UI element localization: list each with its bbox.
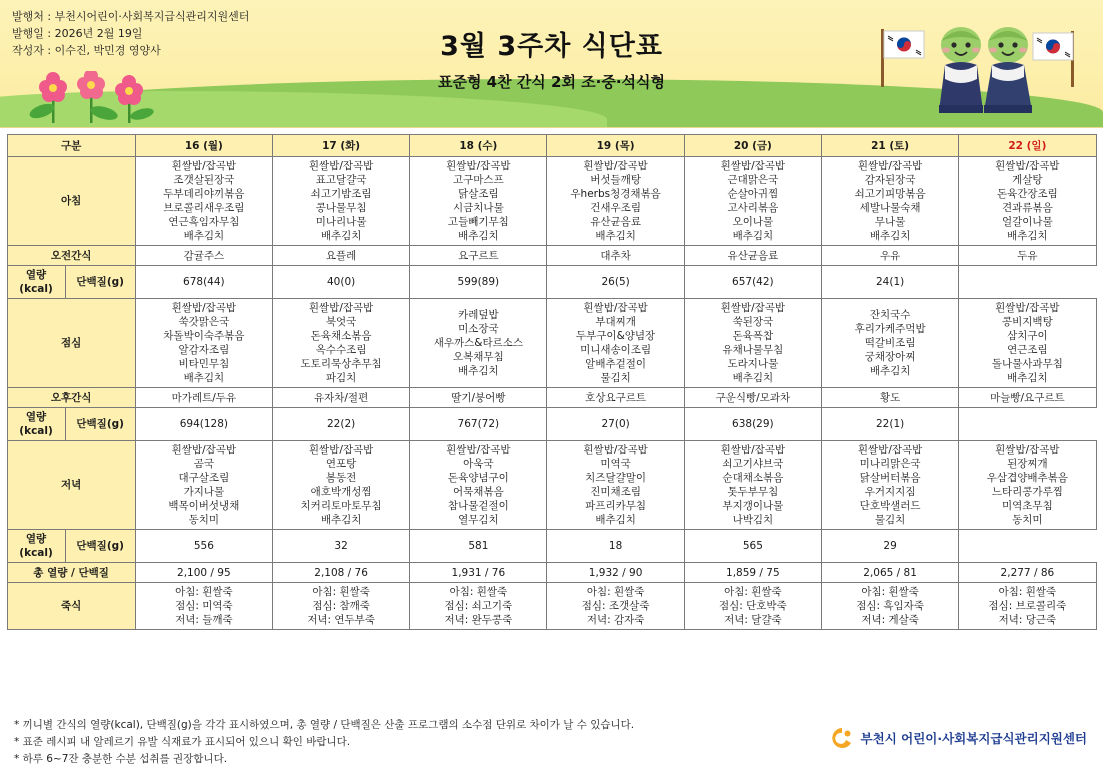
afternoon-snack-cell-mon: 마가레트/두유 [135, 388, 272, 408]
table-header-row [7, 135, 1096, 157]
publisher-line: 발행처 : 부천시어린이·사회복지급식관리지원센터 [12, 10, 250, 23]
menu-item: 오이나물 [732, 216, 774, 228]
menu-item: 비타민무침 [178, 358, 230, 370]
menu-item: 진미채조림 [590, 486, 641, 498]
menu-item: 흰쌀밥/잡곡밥 [583, 302, 648, 314]
menu-item: 콩비지백탕 [1002, 316, 1053, 328]
lunch-cell-sun [959, 299, 1096, 388]
total-cell-wed: 1,931 / 76 [410, 563, 547, 583]
menu-item: 돈육양념구이 [447, 472, 509, 484]
afternoon-snack-cell-wed: 딸기/붕어빵 [410, 388, 547, 408]
menu-item: 우herbs청경채볶음 [570, 188, 661, 200]
juk-cell-tue [272, 583, 409, 630]
menu-item: 저녁: 게살죽 [861, 614, 919, 626]
menu-item: 버섯들깨탕 [590, 174, 641, 186]
total-cell-mon: 2,100 / 95 [135, 563, 272, 583]
afternoon-snack-cell-fri: 구운식빵/모과차 [684, 388, 821, 408]
menu-item: 우거지지짐 [864, 486, 916, 498]
menu-item: 고들빼기무침 [447, 216, 509, 228]
column-header-4: 19 (목) [547, 135, 684, 157]
column-header-3: 18 (수) [410, 135, 547, 157]
menu-item: 애호박개성찜 [310, 486, 372, 498]
menu-item: 아침: 흰쌀죽 [175, 586, 233, 598]
menu-item: 점심: 흑임자죽 [856, 600, 924, 612]
menu-item: 아침: 흰쌀죽 [998, 586, 1057, 598]
menu-item: 세발나물숙채 [859, 202, 921, 214]
lunch-row [7, 299, 1096, 388]
breakfast-kcal-row [7, 266, 1096, 299]
menu-item: 아침: 흰쌀죽 [586, 586, 645, 598]
page-title: 3월 3주차 식단표 [440, 31, 663, 62]
menu-item: 아침: 흰쌀죽 [861, 586, 919, 598]
dinner-cell-mon [135, 441, 272, 530]
menu-item: 고구마스프 [453, 174, 504, 186]
menu-item: 흰쌀밥/잡곡밥 [995, 302, 1060, 314]
menu-item: 점심: 쇠고기죽 [444, 600, 513, 612]
total-cell-tue: 2,108 / 76 [272, 563, 409, 583]
menu-item: 흰쌀밥/잡곡밥 [308, 444, 374, 456]
total-cell-fri: 1,859 / 75 [684, 563, 821, 583]
menu-item: 흰쌀밥/잡곡밥 [720, 160, 786, 172]
footer-note-1: * 끼니별 간식의 열량(kcal), 단백질(g)을 각각 표시하였으며, 총 열량 / 단백질은 산출 프로그램의 소수점 단위로 차이가 날 수 있습니다. [14, 719, 635, 731]
dinner-cell-thu [547, 441, 684, 530]
dinner-cell-tue [272, 441, 409, 530]
total-cell-sat: 2,065 / 81 [821, 563, 958, 583]
lunch-cell-thu [547, 299, 684, 388]
menu-item: 흰쌀밥/잡곡밥 [720, 444, 786, 456]
breakfast-kcal-wed: 657(42) [684, 266, 821, 299]
menu-item: 무나물 [874, 216, 906, 228]
breakfast-cell-fri [684, 157, 821, 246]
menu-item: 근대맑은국 [727, 174, 779, 186]
menu-item: 열무김치 [458, 514, 499, 526]
menu-item: 배추김치 [595, 514, 636, 526]
menu-item: 배추김치 [869, 230, 911, 242]
column-header-2: 17 (화) [272, 135, 409, 157]
menu-item: 흰쌀밥/잡곡밥 [446, 160, 511, 172]
menu-item: 흰쌀밥/잡곡밥 [171, 160, 237, 172]
menu-item: 연포탕 [325, 458, 357, 470]
row-label-morning-snack: 오전간식 [7, 246, 135, 266]
menu-item: 저녁: 들깨죽 [175, 614, 233, 626]
juk-cell-mon [135, 583, 272, 630]
footer-brand [830, 726, 1087, 750]
dinner-kcal-wed: 565 [684, 530, 821, 563]
menu-item: 쑥된장국 [732, 316, 774, 328]
menu-item: 느타리콩가루찜 [991, 486, 1063, 498]
juk-cell-sun [959, 583, 1096, 630]
row-label-breakfast: 아침 [7, 157, 135, 246]
menu-item: 표고달걀국 [315, 174, 367, 186]
row-label-protein-breakfast: 단백질(g) [65, 266, 135, 299]
menu-item: 유채나물무침 [722, 344, 784, 356]
lunch-protein-wed: 22(1) [821, 408, 958, 441]
menu-item: 저녁: 달걀죽 [724, 614, 782, 626]
menu-item: 배추김치 [458, 230, 499, 242]
menu-item: 아침: 흰쌀죽 [724, 586, 782, 598]
row-label-kcal-lunch: 열량(kcal) [7, 408, 65, 441]
menu-item: 배추김치 [732, 230, 774, 242]
footer-note-3: * 하루 6~7잔 충분한 수분 섭취를 권장합니다. [14, 753, 228, 765]
menu-item: 떡갈비조림 [864, 337, 916, 349]
menu-item: 도토리묵상추무침 [300, 358, 382, 370]
dinner-kcal-tue: 581 [410, 530, 547, 563]
menu-item: 점심: 브로콜리죽 [988, 600, 1067, 612]
menu-item: 톳두부무침 [727, 486, 779, 498]
menu-item: 파프리카무침 [585, 500, 647, 512]
menu-item: 가지나물 [183, 486, 225, 498]
lunch-protein-mon: 22(2) [272, 408, 409, 441]
menu-item: 부지갱이나물 [722, 500, 784, 512]
breakfast-protein-tue: 26(5) [547, 266, 684, 299]
menu-item: 점심: 미역죽 [175, 600, 233, 612]
menu-item: 게살탕 [1012, 174, 1043, 186]
total-row [7, 563, 1096, 583]
lunch-kcal-row [7, 408, 1096, 441]
column-header-6: 21 (토) [821, 135, 958, 157]
menu-item: 카레덮밥 [458, 309, 499, 321]
juk-cell-thu [547, 583, 684, 630]
menu-item: 배추김치 [458, 365, 499, 377]
dinner-protein-mon: 32 [272, 530, 409, 563]
menu-item: 점심: 조갯살죽 [581, 600, 650, 612]
menu-item: 우삼겹양배추볶음 [986, 472, 1068, 484]
dinner-kcal-mon: 556 [135, 530, 272, 563]
menu-item: 북엇국 [325, 316, 357, 328]
lunch-cell-wed [410, 299, 547, 388]
footer-brand-text: 부천시 어린이·사회복지급식관리지원센터 [860, 731, 1087, 746]
menu-item: 배추김치 [320, 230, 362, 242]
menu-item: 콩나물무침 [315, 202, 367, 214]
breakfast-protein-mon: 40(0) [272, 266, 409, 299]
menu-item: 흰쌀밥/잡곡밥 [857, 444, 923, 456]
lunch-kcal-mon: 694(128) [135, 408, 272, 441]
column-header-1: 16 (월) [135, 135, 272, 157]
lunch-cell-fri [684, 299, 821, 388]
menu-item: 배추김치 [595, 230, 636, 242]
menu-item: 쑥갓맑은국 [178, 316, 230, 328]
menu-item: 치즈달걀말이 [585, 472, 647, 484]
breakfast-cell-thu [547, 157, 684, 246]
menu-item: 아침: 흰쌀죽 [312, 586, 370, 598]
afternoon-snack-row [7, 388, 1096, 408]
morning-snack-cell-mon: 감귤주스 [135, 246, 272, 266]
menu-item: 흰쌀밥/잡곡밥 [171, 302, 237, 314]
menu-item: 저녁: 당근죽 [998, 614, 1057, 626]
breakfast-cell-sun [959, 157, 1096, 246]
menu-item: 흰쌀밥/잡곡밥 [857, 160, 923, 172]
footer-note-2: * 표준 레시피 내 알레르기 유발 식재료가 표시되어 있으니 확인 바랍니다. [14, 736, 351, 748]
menu-item: 점심: 참깨죽 [312, 600, 370, 612]
column-header-0: 구분 [7, 135, 135, 157]
menu-item: 물김치 [874, 514, 906, 526]
menu-item: 오복채무침 [453, 351, 504, 363]
menu-item: 돈육폭찹 [732, 330, 774, 342]
menu-item: 배추김치 [732, 372, 774, 384]
menu-item: 미소장국 [458, 323, 499, 335]
breakfast-cell-mon [135, 157, 272, 246]
afternoon-snack-cell-tue: 유자차/절편 [272, 388, 409, 408]
afternoon-snack-cell-sun: 마늘빵/요구르트 [959, 388, 1096, 408]
menu-item: 배추김치 [1007, 372, 1048, 384]
menu-item: 알배추겉절이 [585, 358, 647, 370]
page-subtitle: 표준형 4찬 간식 2회 조·중·석식형 [437, 73, 666, 91]
column-header-5: 20 (금) [684, 135, 821, 157]
menu-item: 돌나물사과무침 [991, 358, 1063, 370]
row-label-protein-dinner: 단백질(g) [65, 530, 135, 563]
menu-item: 브로콜리새우조림 [163, 202, 245, 214]
menu-item: 백목이버섯냉채 [168, 500, 240, 512]
menu-item: 부대찌개 [595, 316, 636, 328]
dinner-protein-tue: 18 [547, 530, 684, 563]
menu-item: 두부데리야끼볶음 [163, 188, 245, 200]
menu-item: 쇠고기샤브국 [722, 458, 784, 470]
menu-item: 된장찌개 [1007, 458, 1048, 470]
morning-snack-cell-thu: 대추차 [547, 246, 684, 266]
morning-snack-row [7, 246, 1096, 266]
menu-item: 시금치나물 [453, 202, 504, 214]
menu-table [7, 134, 1097, 630]
footer [0, 711, 1103, 776]
center-logo-icon [830, 726, 854, 750]
breakfast-kcal-mon: 678(44) [135, 266, 272, 299]
menu-item: 쇠고기밤조림 [310, 188, 372, 200]
menu-item: 새우까스&타르소스 [433, 337, 524, 349]
menu-item: 흰쌀밥/잡곡밥 [720, 302, 786, 314]
dinner-cell-wed [410, 441, 547, 530]
row-label-juk: 죽식 [7, 583, 135, 630]
menu-item: 견과류볶음 [1002, 202, 1053, 214]
column-header-7: 22 (일) [959, 135, 1096, 157]
menu-item: 배추김치 [869, 365, 911, 377]
lunch-kcal-tue: 767(72) [410, 408, 547, 441]
dinner-cell-sun [959, 441, 1096, 530]
menu-item: 흰쌀밥/잡곡밥 [583, 444, 648, 456]
juk-cell-wed [410, 583, 547, 630]
menu-item: 저녁: 연두부죽 [307, 614, 375, 626]
menu-item: 잔치국수 [869, 309, 911, 321]
lunch-cell-tue [272, 299, 409, 388]
morning-snack-cell-fri: 유산균음료 [684, 246, 821, 266]
dinner-protein-wed: 29 [821, 530, 958, 563]
lunch-cell-mon [135, 299, 272, 388]
juk-row [7, 583, 1096, 630]
morning-snack-cell-wed: 요구르트 [410, 246, 547, 266]
author-line: 작성자 : 이수진, 박민경 영양사 [12, 44, 161, 57]
menu-item: 연근흑임자무침 [168, 216, 240, 228]
row-label-kcal-dinner: 열량(kcal) [7, 530, 65, 563]
publish-date-line: 발행일 : 2026년 2월 19일 [12, 27, 143, 40]
menu-item: 어묵채볶음 [453, 486, 504, 498]
morning-snack-cell-sat: 우유 [821, 246, 958, 266]
menu-item: 순대채소볶음 [722, 472, 784, 484]
menu-item: 참나물겉절이 [447, 500, 509, 512]
menu-item: 곰국 [193, 458, 214, 470]
breakfast-row [7, 157, 1096, 246]
afternoon-snack-cell-thu: 호상요구르트 [547, 388, 684, 408]
menu-item: 궁채장아찌 [864, 351, 916, 363]
publication-info [12, 8, 249, 59]
row-label-afternoon-snack: 오후간식 [7, 388, 135, 408]
menu-item: 배추김치 [183, 230, 225, 242]
menu-item: 미나리나물 [315, 216, 367, 228]
menu-item: 나박김치 [732, 514, 774, 526]
menu-item: 아침: 흰쌀죽 [449, 586, 508, 598]
row-label-kcal-breakfast: 열량(kcal) [7, 266, 65, 299]
menu-item: 대구살조림 [178, 472, 230, 484]
morning-snack-cell-tue: 요플레 [272, 246, 409, 266]
menu-item: 흰쌀밥/잡곡밥 [995, 444, 1060, 456]
menu-item: 조갯살된장국 [173, 174, 235, 186]
breakfast-kcal-tue: 599(89) [410, 266, 547, 299]
row-label-protein-lunch: 단백질(g) [65, 408, 135, 441]
menu-item: 저녁: 감자죽 [586, 614, 645, 626]
menu-item: 물김치 [600, 372, 631, 384]
menu-item: 치커리토마토무침 [300, 500, 382, 512]
row-label-dinner: 저녁 [7, 441, 135, 530]
menu-item: 아욱국 [463, 458, 494, 470]
menu-item: 흰쌀밥/잡곡밥 [995, 160, 1060, 172]
dinner-kcal-row [7, 530, 1096, 563]
lunch-cell-sat [821, 299, 958, 388]
menu-item: 미역초무침 [1002, 500, 1053, 512]
menu-item: 쇠고기피망볶음 [854, 188, 926, 200]
lunch-kcal-wed: 638(29) [684, 408, 821, 441]
menu-item: 유산균음료 [590, 216, 641, 228]
menu-item: 흰쌀밥/잡곡밥 [308, 302, 374, 314]
menu-item: 동치미 [1012, 514, 1043, 526]
dinner-row [7, 441, 1096, 530]
juk-cell-sat [821, 583, 958, 630]
menu-item: 차돌박이숙주볶음 [163, 330, 245, 342]
menu-item: 닭살조림 [458, 188, 499, 200]
menu-item: 봄동전 [325, 472, 357, 484]
menu-item: 옥수수조림 [315, 344, 367, 356]
breakfast-cell-sat [821, 157, 958, 246]
breakfast-cell-wed [410, 157, 547, 246]
total-cell-thu: 1,932 / 90 [547, 563, 684, 583]
menu-item: 배추김치 [1007, 230, 1048, 242]
dinner-cell-fri [684, 441, 821, 530]
menu-item: 도라지나물 [727, 358, 779, 370]
menu-item: 연근조림 [1007, 344, 1048, 356]
morning-snack-cell-sun: 두유 [959, 246, 1096, 266]
menu-item: 동치미 [188, 514, 220, 526]
menu-item: 건새우조림 [590, 202, 641, 214]
menu-item: 점심: 단호박죽 [718, 600, 787, 612]
menu-item: 흰쌀밥/잡곡밥 [171, 444, 237, 456]
menu-item: 감자된장국 [864, 174, 916, 186]
header-banner [0, 0, 1103, 128]
menu-item: 닭살버터볶음 [859, 472, 921, 484]
dinner-cell-sat [821, 441, 958, 530]
menu-item: 순살아귀찜 [727, 188, 779, 200]
total-cell-sun: 2,277 / 86 [959, 563, 1096, 583]
breakfast-protein-wed: 24(1) [821, 266, 958, 299]
juk-cell-fri [684, 583, 821, 630]
row-label-lunch: 점심 [7, 299, 135, 388]
lunch-protein-tue: 27(0) [547, 408, 684, 441]
menu-item: 흰쌀밥/잡곡밥 [308, 160, 374, 172]
menu-item: 미니새송이조림 [580, 344, 652, 356]
menu-item: 고사리볶음 [727, 202, 779, 214]
menu-item: 배추김치 [320, 514, 362, 526]
menu-item: 삼치구이 [1007, 330, 1048, 342]
menu-item: 후리가케주먹밥 [854, 323, 926, 335]
menu-item: 파김치 [325, 372, 357, 384]
menu-item: 두부구이&양념장 [576, 330, 656, 342]
menu-item: 알감자조림 [178, 344, 230, 356]
menu-item: 미나리맑은국 [859, 458, 921, 470]
menu-item: 흰쌀밥/잡곡밥 [446, 444, 511, 456]
row-label-total: 총 열량 / 단백질 [7, 563, 135, 583]
menu-item: 돈육간장조림 [996, 188, 1058, 200]
menu-item: 흰쌀밥/잡곡밥 [583, 160, 648, 172]
menu-item: 배추김치 [183, 372, 225, 384]
breakfast-cell-tue [272, 157, 409, 246]
menu-item: 얼갈이나물 [1002, 216, 1053, 228]
menu-item: 돈육채소볶음 [310, 330, 372, 342]
afternoon-snack-cell-sat: 황도 [821, 388, 958, 408]
menu-item: 단호박샐러드 [859, 500, 921, 512]
menu-item: 미역국 [600, 458, 631, 470]
menu-item: 저녁: 완두콩죽 [444, 614, 513, 626]
